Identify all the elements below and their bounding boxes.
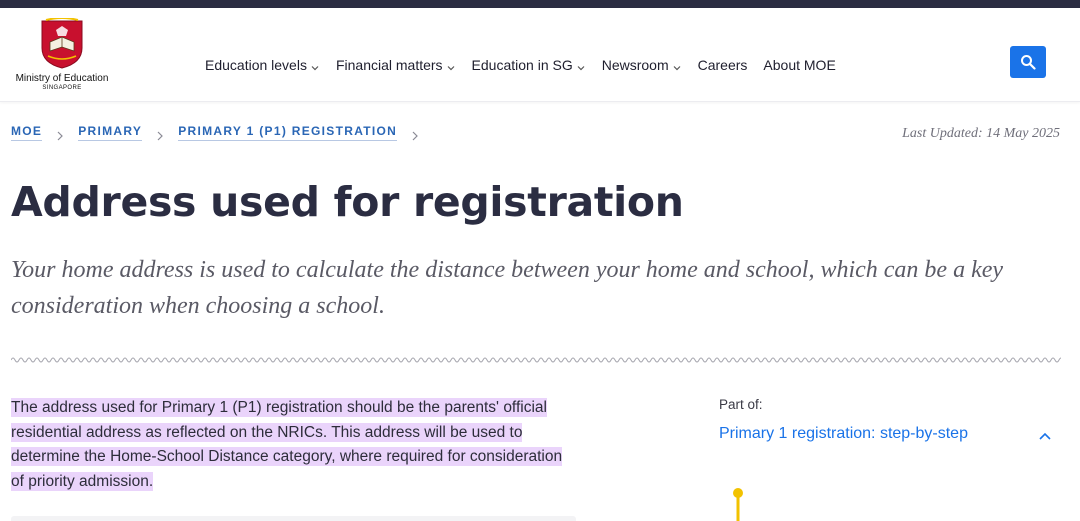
chevron-down-icon xyxy=(672,60,682,70)
nav-item-education-in-sg[interactable] xyxy=(472,57,586,73)
main-nav xyxy=(205,57,836,73)
series-link[interactable]: Primary 1 registration: step-by-step xyxy=(719,425,968,442)
last-updated: Last Updated: 14 May 2025 xyxy=(902,126,1060,141)
moe-logo[interactable] xyxy=(14,18,110,96)
chevron-down-icon xyxy=(310,60,320,70)
breadcrumb-link-primary[interactable]: PRIMARY xyxy=(78,124,142,141)
chevron-down-icon xyxy=(446,60,456,70)
nav-item-newsroom[interactable] xyxy=(602,57,682,73)
nav-item-education-levels[interactable] xyxy=(205,57,320,73)
chevron-right-icon xyxy=(56,128,64,138)
nav-item-label: Education levels xyxy=(205,57,307,73)
nav-item-label: Financial matters xyxy=(335,57,443,73)
chevron-up-icon xyxy=(1038,430,1052,442)
site-header xyxy=(0,8,1080,102)
nav-item-label: Newsroom xyxy=(601,57,669,73)
chevron-right-icon xyxy=(156,128,164,138)
nav-item-label: About MOE xyxy=(763,57,836,73)
nav-item-label: Education in SG xyxy=(471,57,573,73)
logo-name: Ministry of Education xyxy=(15,73,109,84)
chevron-right-icon xyxy=(411,128,419,138)
nav-item-about-moe[interactable] xyxy=(763,57,835,73)
nav-item-financial-matters[interactable] xyxy=(336,57,456,73)
search-button[interactable] xyxy=(1010,46,1046,78)
step-marker-icon xyxy=(733,488,743,498)
highlighted-text: The address used for Primary 1 (P1) registration should be the parents' official residential address as reflected on the NRICs. This address will be used to determine the Home-School Distance category, where required for consideration of priority admission. xyxy=(11,399,563,490)
top-accent-strip xyxy=(0,0,1080,8)
breadcrumb-link-moe[interactable]: MOE xyxy=(11,124,42,141)
chevron-down-icon xyxy=(576,60,586,70)
callout-box xyxy=(11,516,576,521)
wavy-divider xyxy=(11,355,1061,365)
page-lede: Your home address is used to calculate the distance between your home and school, which can be a key consideration when choosing a school. xyxy=(11,257,1004,319)
breadcrumb xyxy=(11,124,433,141)
part-of-label: Part of: xyxy=(719,397,763,412)
page-title: Address used for registration xyxy=(11,178,684,226)
search-icon xyxy=(1020,54,1036,70)
nav-item-label: Careers xyxy=(697,57,748,73)
crest-icon xyxy=(38,18,86,70)
body-paragraph xyxy=(11,396,571,494)
nav-item-careers[interactable] xyxy=(698,57,748,73)
breadcrumb-link-p1-registration[interactable]: PRIMARY 1 (P1) REGISTRATION xyxy=(178,124,397,141)
series-toggle-button[interactable] xyxy=(1038,429,1054,443)
logo-subname: SINGAPORE xyxy=(42,85,82,91)
step-track xyxy=(730,486,750,521)
